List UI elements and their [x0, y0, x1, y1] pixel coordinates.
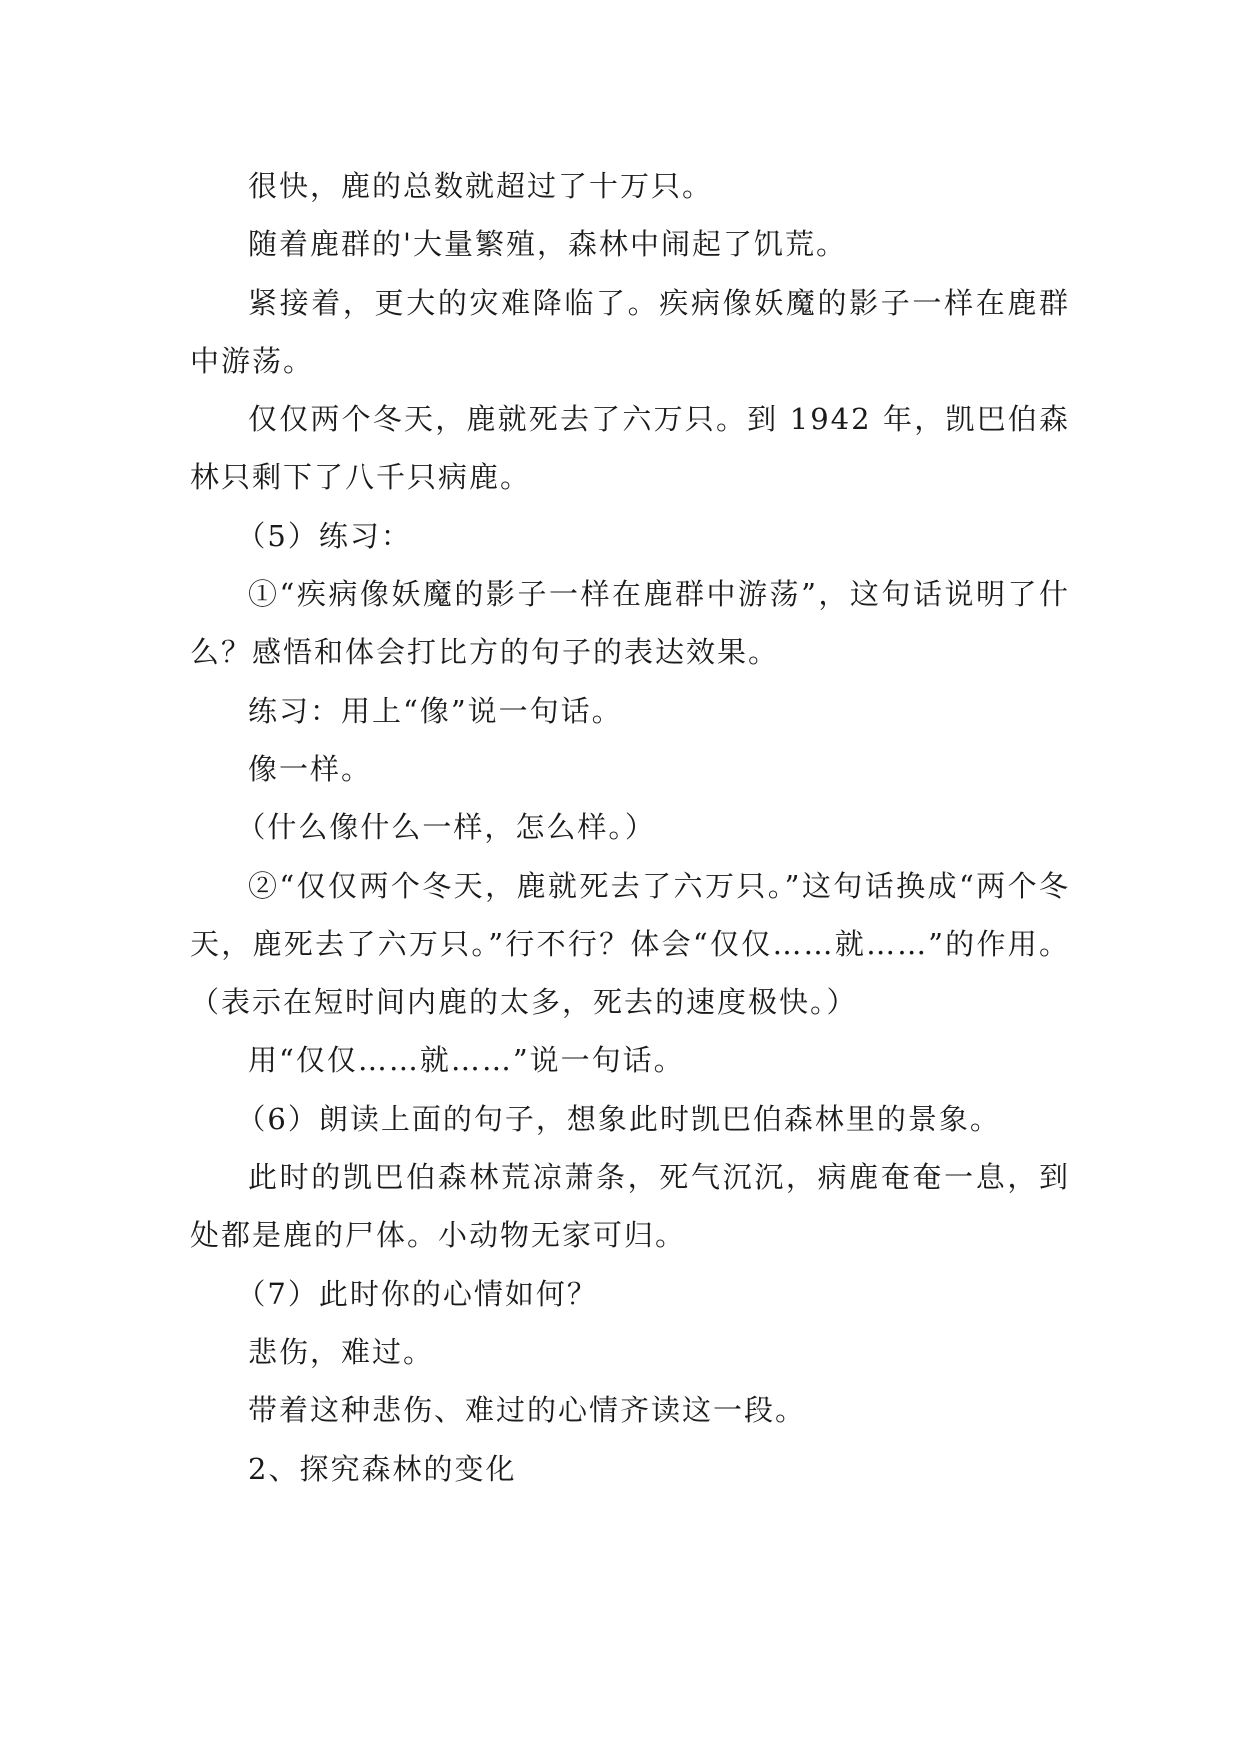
paragraph-16: 带着这种悲伤、难过的心情齐读这一段。: [248, 1393, 807, 1428]
paragraph-9: （什么像什么一样，怎么样。）: [236, 810, 656, 845]
section-heading: 2、探究森林的变化: [248, 1451, 517, 1486]
paragraph-10: ②“仅仅两个冬天，鹿就死去了六万只。”这句话换成“两个冬天，鹿死去了六万只。”行不行？体会“仅仅……就……”的作用。（表示在短时间内鹿的太多，死去的速度极快。）: [190, 868, 1070, 1020]
paragraph-7: 练习：用上“像”说一句话。: [248, 693, 623, 728]
paragraph-2: 随着鹿群的'大量繁殖，森林中闹起了饥荒。: [248, 227, 847, 262]
paragraph-13: 此时的凯巴伯森林荒凉萧条，死气沉沉，病鹿奄奄一息，到处都是鹿的尸体。小动物无家可归。: [190, 1160, 1070, 1253]
paragraph-12-heading: （6）朗读上面的句子，想象此时凯巴伯森林里的景象。: [236, 1101, 1001, 1136]
document-body: [190, 157, 1070, 1498]
paragraph-8: 像一样。: [248, 751, 373, 786]
paragraph-1: 很快，鹿的总数就超过了十万只。: [248, 169, 714, 203]
paragraph-5-heading: （5）练习：: [236, 518, 412, 553]
paragraph-4: 仅仅两个冬天，鹿就死去了六万只。到 1942 年，凯巴伯森林只剩下了八千只病鹿。: [190, 402, 1070, 495]
paragraph-11: 用“仅仅……就……”说一句话。: [248, 1043, 685, 1078]
paragraph-6: ①“疾病像妖魔的影子一样在鹿群中游荡”，这句话说明了什么？感悟和体会打比方的句子的表达效果。: [190, 577, 1070, 670]
paragraph-14-heading: （7）此时你的心情如何？: [236, 1276, 598, 1311]
paragraph-15: 悲伤，难过。: [248, 1334, 435, 1369]
paragraph-3: 紧接着，更大的灾难降临了。疾病像妖魔的影子一样在鹿群中游荡。: [190, 285, 1070, 378]
